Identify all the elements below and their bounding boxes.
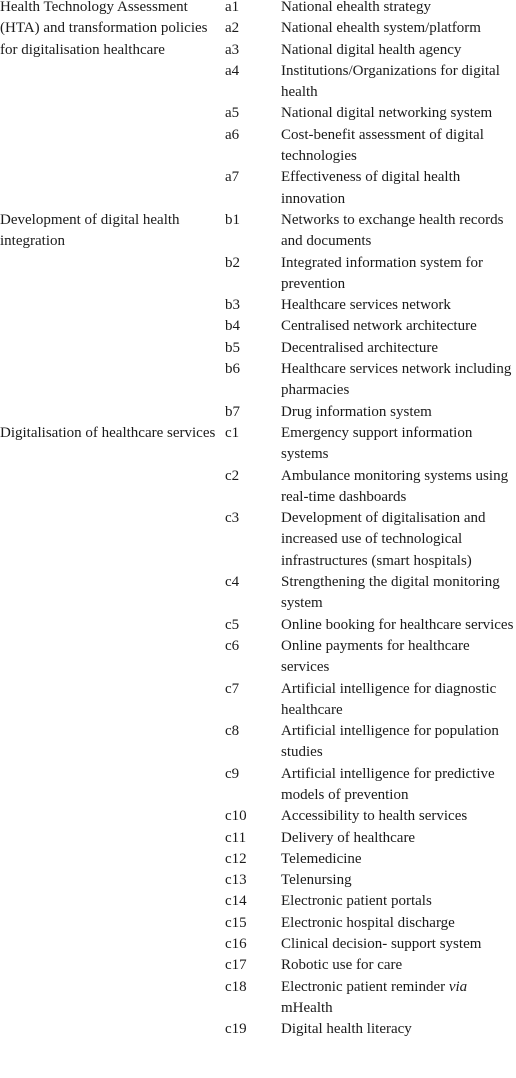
item-code: c16: [225, 936, 247, 953]
item-text: Delivery of healthcare: [281, 829, 416, 846]
item-text: Electronic hospital discharge: [281, 914, 455, 931]
section-heading: Development of digital health integration: [0, 211, 180, 250]
item-text: Online booking for healthcare services: [281, 616, 514, 633]
item-text: Electronic patient portals: [281, 893, 432, 910]
item-code: c15: [225, 914, 247, 931]
item-text: National digital networking system: [281, 105, 493, 122]
item-text: Artificial intelligence for diagnostic healthcare: [281, 680, 497, 718]
item-code: c3: [225, 510, 240, 527]
item-code: c11: [225, 829, 247, 846]
item-code: b1: [225, 211, 240, 228]
section-a: [0, 0, 516, 210]
item-text: Networks to exchange health records and documents: [281, 211, 504, 250]
item-code: c8: [225, 723, 240, 740]
item-text: Ambulance monitoring systems using real-time dashboards: [281, 467, 509, 505]
item-code: a5: [225, 105, 240, 122]
item-code: c6: [225, 637, 240, 654]
item-text: Online payments for healthcare services: [281, 637, 470, 676]
item-code: b2: [225, 254, 240, 271]
item-code: c1: [225, 424, 240, 441]
item-code: c19: [225, 1021, 247, 1038]
item-code: b5: [225, 339, 240, 356]
item-code: a1: [225, 0, 240, 15]
section-c: [0, 423, 516, 1041]
item-code: c12: [225, 850, 247, 867]
item-text: Clinical decision- support system: [281, 936, 482, 953]
item-code: c18: [225, 978, 247, 995]
item-code: a3: [225, 41, 240, 58]
section-b: [0, 210, 516, 423]
item-text: Telenursing: [281, 872, 352, 889]
item-code: a2: [225, 20, 240, 37]
item-code: c7: [225, 680, 240, 697]
item-text: Healthcare services network: [281, 297, 451, 314]
item-text: Institutions/Organizations for digital health: [281, 62, 500, 101]
item-text: Telemedicine: [281, 850, 362, 867]
item-text: Drug information system: [281, 403, 432, 420]
item-code: c14: [225, 893, 247, 910]
item-text: Digital health literacy: [281, 1021, 412, 1038]
item-text: Development of digitalisation and increased use of technological infrastructures (smart hospitals): [281, 510, 486, 569]
item-text: Healthcare services network including pharmacies: [281, 361, 512, 399]
item-code: a6: [225, 126, 240, 143]
item-text: Cost-benefit assessment of digital technologies: [281, 126, 484, 165]
item-text: National digital health agency: [281, 41, 462, 58]
item-code: c13: [225, 872, 247, 889]
item-code: c10: [225, 808, 247, 825]
item-text: Integrated information system for prevention: [281, 254, 484, 292]
item-code: c9: [225, 765, 240, 782]
item-text: Decentralised architecture: [281, 339, 438, 356]
item-text: Centralised network architecture: [281, 318, 477, 335]
item-code: b4: [225, 318, 240, 335]
item-code: a7: [225, 169, 240, 186]
item-text-after: mHealth: [281, 999, 333, 1016]
section-heading: Health Technology Assessment (HTA) and transformation policies for digitalisation healthcare: [0, 0, 208, 58]
item-code: c2: [225, 467, 240, 484]
item-text-italic: via: [448, 978, 468, 995]
section-heading: Digitalisation of healthcare services: [0, 424, 216, 441]
item-text: Accessibility to health services: [281, 808, 468, 825]
item-text: Emergency support information systems: [281, 424, 473, 463]
item-code: a4: [225, 62, 240, 79]
item-text: Artificial intelligence for population studies: [281, 723, 499, 761]
item-text: Robotic use for care: [281, 957, 403, 974]
item-code: b3: [225, 297, 240, 314]
item-text: [281, 977, 516, 1020]
item-text: National ehealth system/platform: [281, 20, 481, 37]
item-code: c17: [225, 957, 247, 974]
item-code: b6: [225, 361, 240, 378]
item-text: Artificial intelligence for predictive models of prevention: [281, 765, 495, 803]
item-code: c4: [225, 574, 240, 591]
item-text: Effectiveness of digital health innovation: [281, 169, 461, 207]
item-text-before: Electronic patient reminder: [281, 978, 449, 995]
item-code: c5: [225, 616, 240, 633]
item-text: Strengthening the digital monitoring system: [281, 574, 500, 612]
item-code: b7: [225, 403, 240, 420]
item-text: National ehealth strategy: [281, 0, 431, 15]
